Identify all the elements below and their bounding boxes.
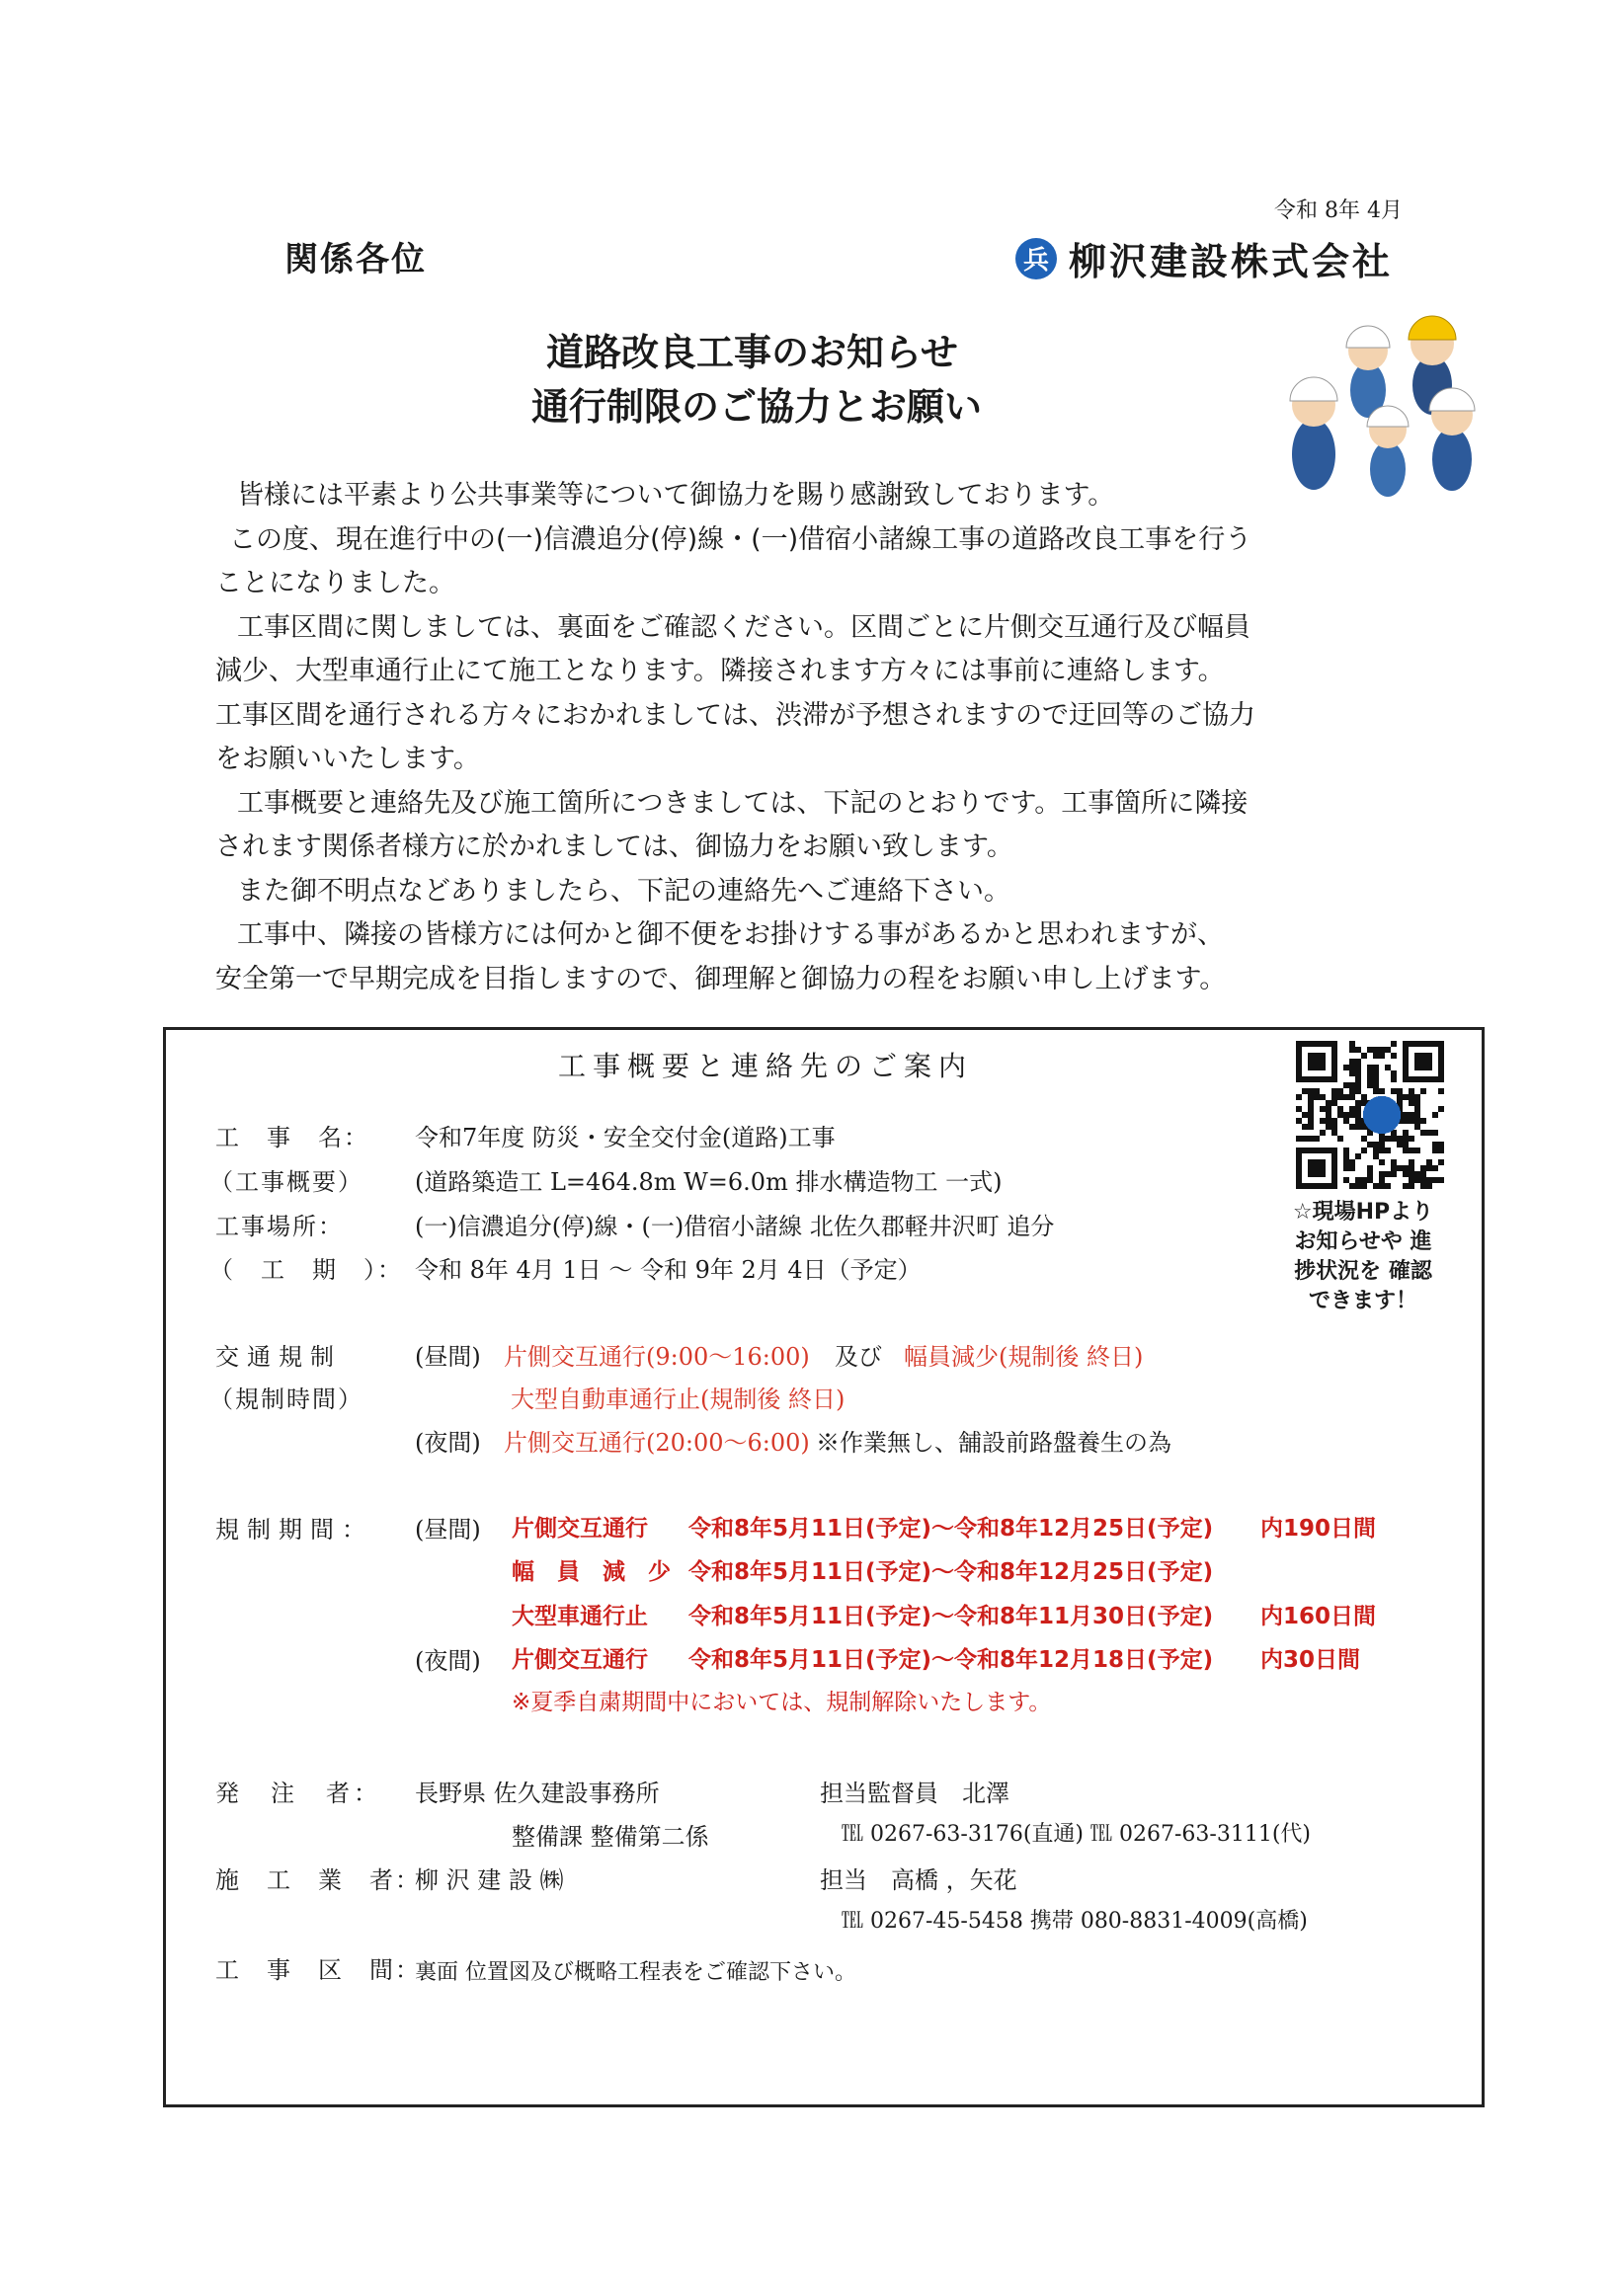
reg-note: ※夏季自粛期間中においては、規制解除いたします。 (512, 1690, 1052, 1715)
page-title: 道路改良工事のお知らせ (546, 331, 958, 374)
body-text (215, 474, 1255, 1001)
body-line: この度、現在進行中の(一)信濃追分(停)線・(一)借宿小諸線工事の道路改良工事を行う (229, 523, 1252, 555)
reg-range: 令和8年5月11日(予定)〜令和8年11月30日(予定) (688, 1604, 1214, 1629)
body-line: をお願いいたします。 (215, 744, 480, 774)
company-name: 柳沢建設株式会社 (1069, 239, 1394, 283)
reg-period-night-label: (夜間) (415, 1647, 481, 1675)
contractor-tel: ℡ 0267-45-5458 携帯 080-8831-4009(高橋) (842, 1909, 1308, 1934)
reg-type: 片側交互通行 (512, 1647, 648, 1673)
body-line: 工事区間に関しましては、裏面をご確認ください。区間ごとに片側交互通行及び幅員 (237, 611, 1250, 643)
reg-range: 令和8年5月11日(予定)〜令和8年12月25日(予定) (688, 1516, 1214, 1542)
period-label: （ 工 期 ）： (209, 1256, 403, 1284)
worker-figure (1367, 406, 1409, 497)
recipient: 関係各位 (284, 240, 427, 279)
reg-range: 令和8年5月11日(予定)〜令和8年12月25日(予定) (688, 1559, 1214, 1585)
worker-figure (1290, 377, 1337, 490)
section-label: 工 事 区 間： (215, 1956, 421, 1984)
reg-type: 幅 員 減 少 (512, 1559, 671, 1585)
overview-label: （工事概要） (209, 1168, 363, 1196)
reg-period-label: 規制期間： (215, 1516, 373, 1544)
orderer-tel: ℡ 0267-63-3176(直通) ℡ 0267-63-3111(代) (842, 1822, 1311, 1847)
contractor-value: 柳 沢 建 設 ㈱ (415, 1866, 564, 1894)
traffic-day-and: 及び (835, 1343, 882, 1371)
reg-days: 内160日間 (1260, 1604, 1377, 1629)
body-line: 工事中、隣接の皆様方には何かと御不便をお掛けする事があるかと思われますが、 (237, 919, 1224, 950)
reg-range: 令和8年5月11日(予定)〜令和8年12月18日(予定) (688, 1647, 1214, 1673)
location-value: (一)信濃追分(停)線・(一)借宿小諸線 北佐久郡軽井沢町 追分 (415, 1213, 1055, 1240)
traffic-night-one-way: 片側交互通行(20:00〜6:00) (504, 1429, 810, 1457)
company-logo-icon: 兵 (1015, 238, 1057, 279)
body-line: 工事概要と連絡先及び施工箇所につきましては、下記のとおりです。工事箇所に隣接 (237, 787, 1249, 819)
orderer-value: 長野県 佐久建設事務所 (415, 1780, 660, 1807)
body-line: されます関係者様方に於かれましては、御協力をお願い致します。 (215, 831, 1013, 862)
traffic-day-label: (昼間) (415, 1343, 481, 1371)
body-line: 安全第一で早期完成を目指しますので、御理解と御協力の程をお願い申し上げます。 (215, 963, 1227, 994)
worker-figure (1346, 326, 1390, 418)
traffic-day-one-way: 片側交互通行(9:00〜16:00) (504, 1343, 810, 1371)
traffic-label: 交通規制 (215, 1343, 342, 1371)
body-line: 工事区間を通行される方々におかれましては、渋滞が予想されますので迂回等のご協力 (215, 699, 1255, 731)
section-value: 裏面 位置図及び概略工程表をご確認下さい。 (415, 1960, 856, 1985)
worker-figure (1429, 388, 1475, 491)
reg-period-day-label: (昼間) (415, 1516, 481, 1544)
reg-days: 内190日間 (1260, 1516, 1377, 1542)
period-value: 令和 8年 4月 1日 〜 令和 9年 2月 4日（予定） (415, 1256, 922, 1284)
construction-name-value: 令和7年度 防災・安全交付金(道路)工事 (415, 1124, 836, 1151)
reg-type: 大型車通行止 (512, 1604, 648, 1629)
body-line: 減少、大型車通行止にて施工となります。隣接されます方々には事前に連絡します。 (215, 656, 1225, 686)
body-line: 皆様には平素より公共事業等について御協力を賜り感謝致しております。 (237, 480, 1115, 511)
info-box-title: 工事概要と連絡先のご案内 (558, 1050, 974, 1082)
traffic-night-note: ※作業無し、舗設前路盤養生の為 (816, 1429, 1171, 1457)
contractor-staff: 担当 高橋 ，矢花 (820, 1866, 1017, 1894)
reg-days: 内30日間 (1260, 1647, 1361, 1673)
reg-type: 片側交互通行 (512, 1516, 648, 1542)
qr-caption: ☆現場HPより お知らせや 進捗状況を 確認できます！ (1292, 1200, 1434, 1313)
traffic-time-label: （規制時間） (209, 1386, 363, 1413)
body-line: また御不明点などありましたら、下記の連絡先へご連絡下さい。 (237, 875, 1010, 907)
qr-code[interactable] (1296, 1041, 1444, 1189)
overview-value: (道路築造工 L=464.8m W=6.0m 排水構造物工 一式) (415, 1168, 1003, 1196)
contractor-label: 施 工 業 者： (215, 1866, 421, 1894)
issue-date: 令和 8年 4月 (1274, 198, 1403, 223)
construction-name-label: 工 事 名： (215, 1124, 369, 1151)
orderer-supervisor: 担当監督員 北澤 (820, 1780, 1009, 1807)
company-header (1015, 231, 1393, 285)
traffic-day-large-vehicle: 大型自動車通行止(規制後 終日) (511, 1386, 846, 1413)
workers-illustration (1274, 306, 1482, 504)
orderer-dept: 整備課 整備第二係 (512, 1823, 709, 1851)
location-label: 工事場所： (215, 1213, 344, 1240)
body-line: ことになりました。 (215, 568, 455, 598)
page-subtitle: 通行制限のご協力とお願い (531, 385, 983, 429)
traffic-day-width: 幅員減少(規制後 終日) (904, 1343, 1144, 1371)
orderer-label: 発 注 者： (215, 1780, 381, 1807)
traffic-night-label: (夜間) (415, 1429, 481, 1457)
